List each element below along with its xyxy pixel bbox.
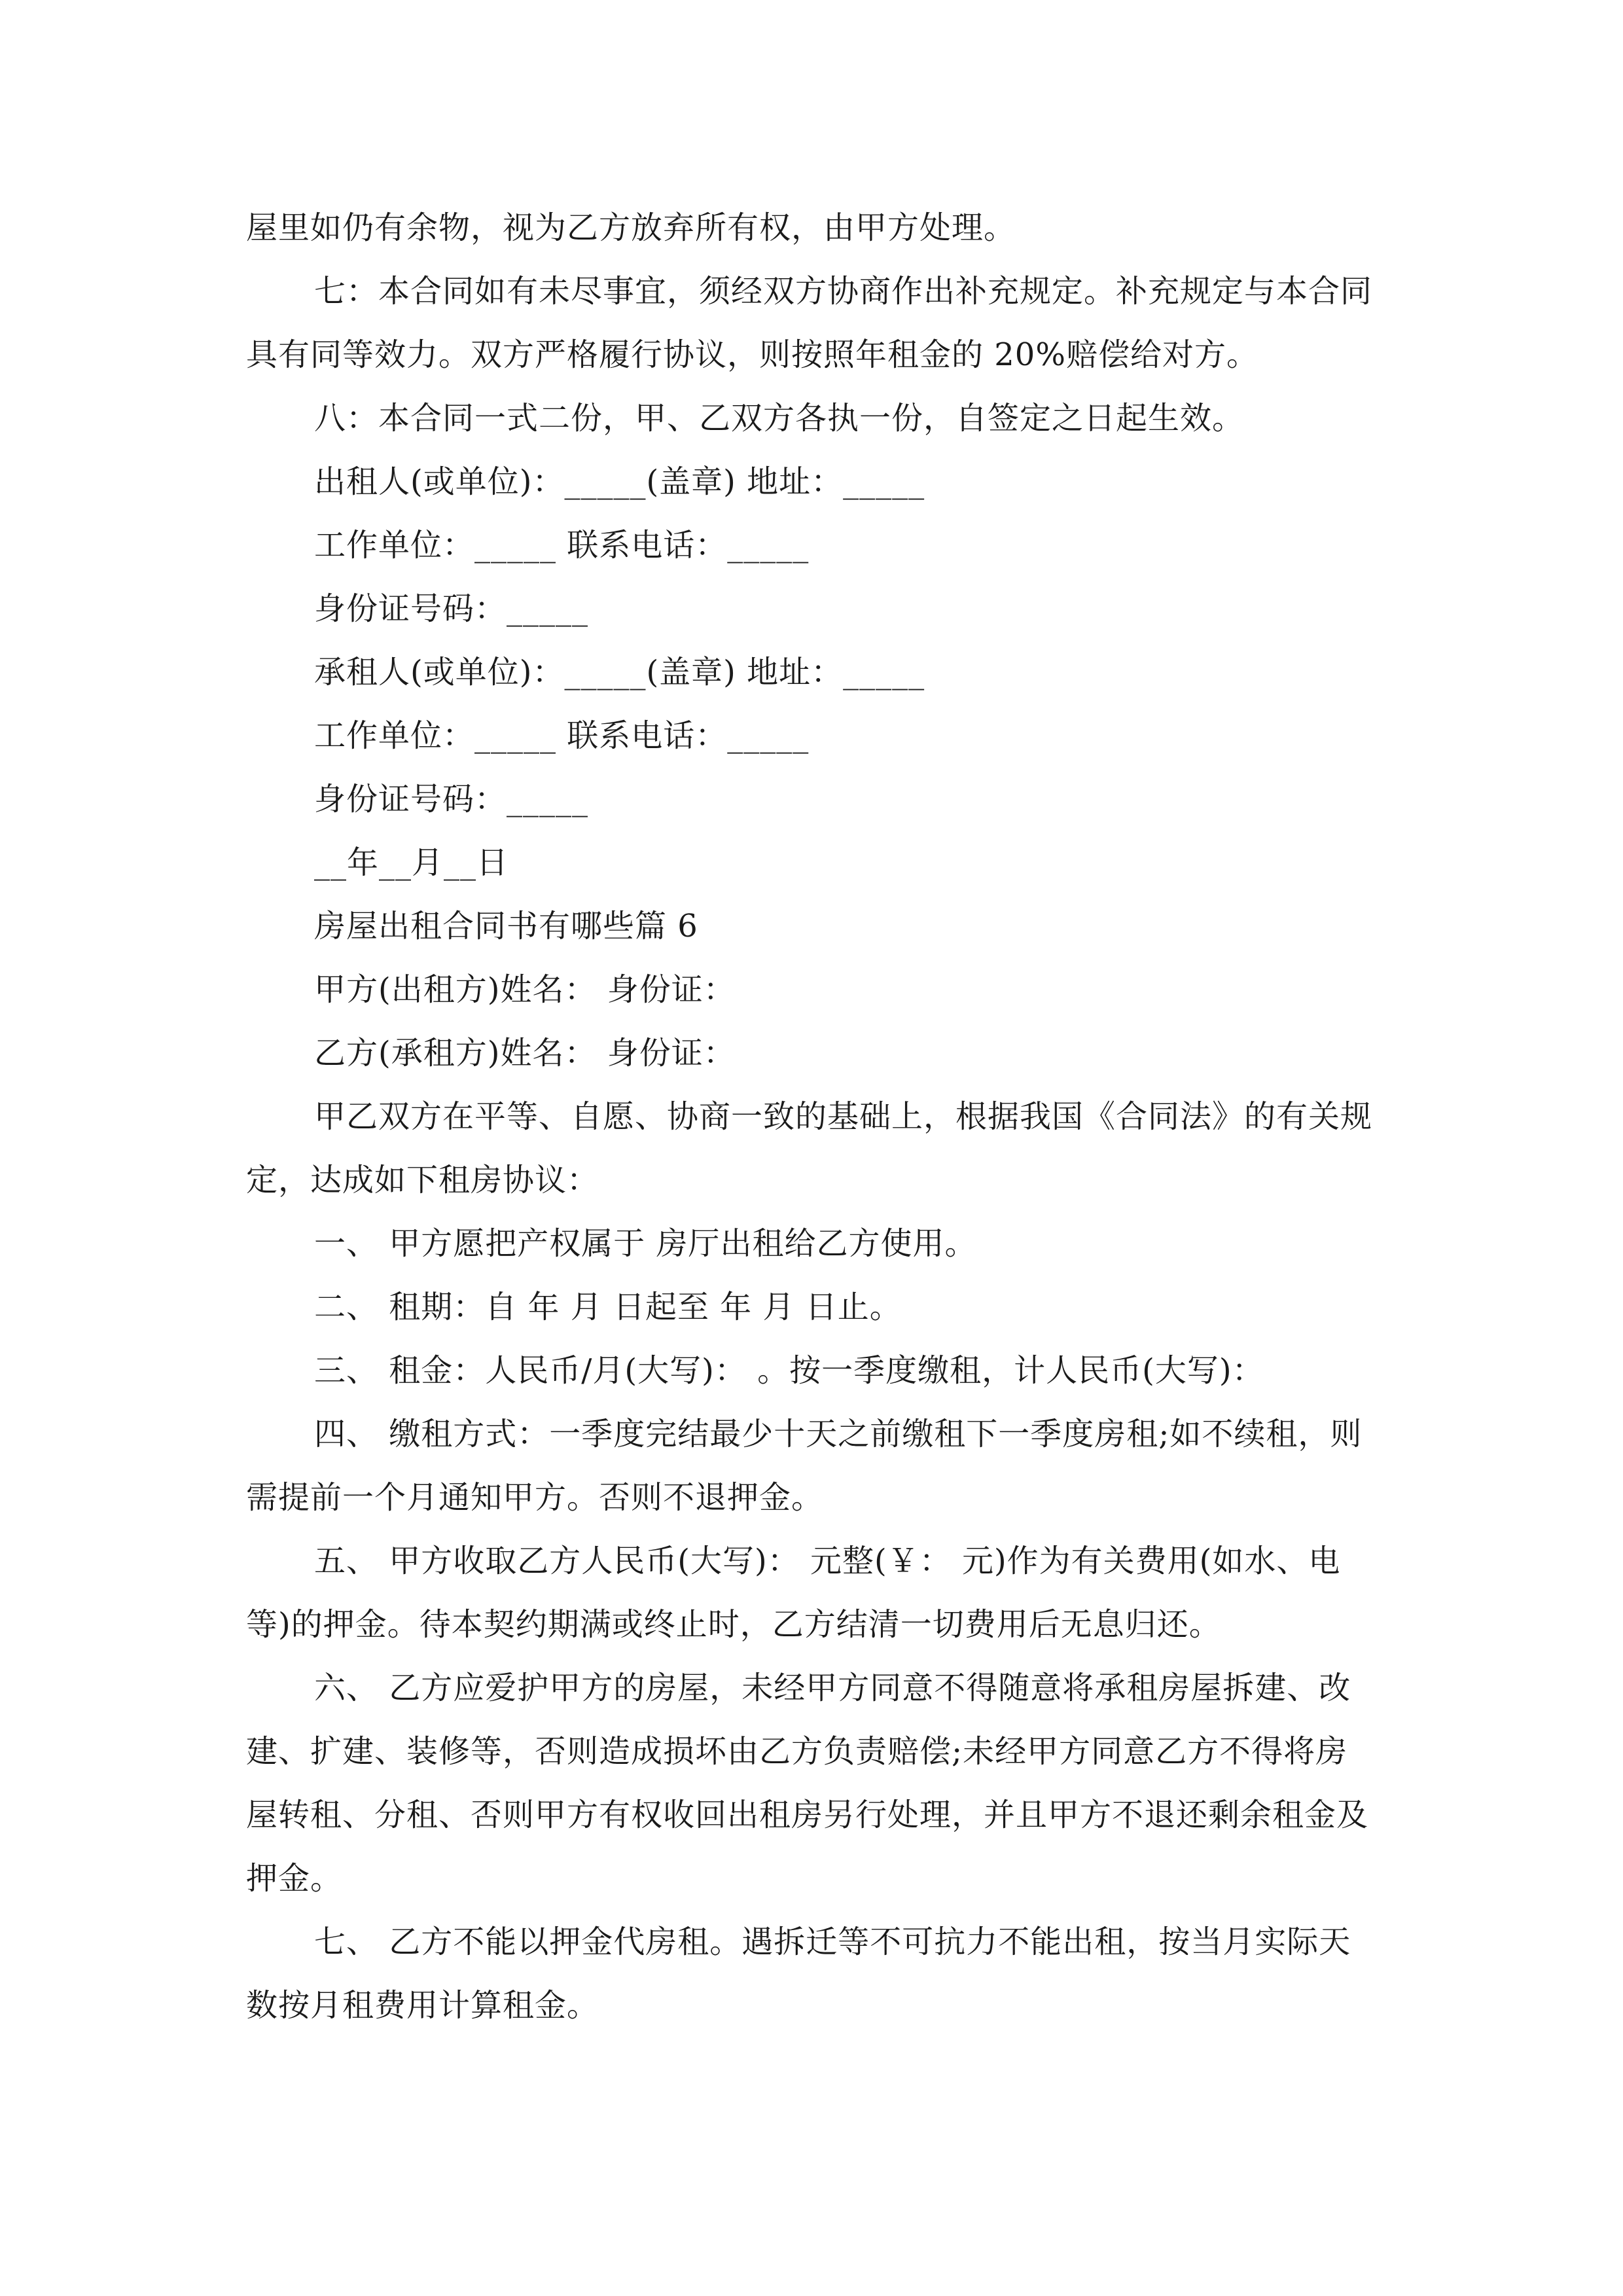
text-line: 数按月租费用计算租金。 — [246, 1987, 599, 2024]
text-line: 八：本合同一式二份，甲、乙双方各执一份，自签定之日起生效。 — [314, 400, 1245, 437]
text-line: 四、 缴租方式：一季度完结最少十天之前缴租下一季度房租;如不续租，则 — [314, 1416, 1363, 1452]
text-line: 需提前一个月通知甲方。否则不退押金。 — [246, 1479, 824, 1516]
text-line: 建、扩建、装修等，否则造成损坏由乙方负责赔偿;未经甲方同意乙方不得将房 — [246, 1733, 1348, 1770]
text-line: 屋转租、分租、否则甲方有权收回出租房另行处理，并且甲方不退还剩余租金及 — [246, 1797, 1369, 1833]
text-line: __年__月__日 — [314, 844, 509, 881]
text-line: 出租人(或单位)：_____(盖章) 地址：_____ — [314, 463, 925, 500]
text-line: 屋里如仍有余物，视为乙方放弃所有权，由甲方处理。 — [246, 209, 1016, 246]
text-line: 工作单位：_____ 联系电话：_____ — [314, 527, 810, 564]
text-line: 甲乙双方在平等、自愿、协商一致的基础上，根据我国《合同法》的有关规 — [314, 1098, 1373, 1135]
text-line: 三、 租金：人民币/月(大写)： 。按一季度缴租，计人民币(大写)： — [314, 1352, 1264, 1389]
text-line: 五、 甲方收取乙方人民币(大写)： 元整(￥： 元)作为有关费用(如水、电 — [314, 1543, 1341, 1579]
text-line: 身份证号码：_____ — [314, 590, 589, 627]
text-line: 工作单位：_____ 联系电话：_____ — [314, 717, 810, 754]
text-line: 二、 租期：自 年 月 日起至 年 月 日止。 — [314, 1289, 902, 1325]
text-line: 押金。 — [246, 1860, 343, 1897]
text-line: 身份证号码：_____ — [314, 781, 589, 817]
text-line: 定，达成如下租房协议： — [246, 1162, 599, 1198]
text-line: 一、 甲方愿把产权属于 房厅出租给乙方使用。 — [314, 1225, 977, 1262]
text-line: 等)的押金。待本契约期满或终止时，乙方结清一切费用后无息归还。 — [246, 1606, 1221, 1643]
text-line: 七：本合同如有未尽事宜，须经双方协商作出补充规定。补充规定与本合同 — [314, 273, 1373, 310]
text-line: 六、 乙方应爱护甲方的房屋，未经甲方同意不得随意将承租房屋拆建、改 — [314, 1670, 1351, 1706]
text-line: 具有同等效力。双方严格履行协议，则按照年租金的 20%赔偿给对方。 — [246, 336, 1258, 373]
text-line: 甲方(出租方)姓名： 身份证： — [314, 971, 736, 1008]
text-line: 七、 乙方不能以押金代房租。遇拆迁等不可抗力不能出租，按当月实际天 — [314, 1924, 1351, 1960]
text-line: 乙方(承租方)姓名： 身份证： — [314, 1035, 736, 1071]
document-page — [246, 196, 1382, 2037]
text-line: 房屋出租合同书有哪些篇 6 — [314, 908, 698, 944]
text-line: 承租人(或单位)：_____(盖章) 地址：_____ — [314, 654, 925, 691]
